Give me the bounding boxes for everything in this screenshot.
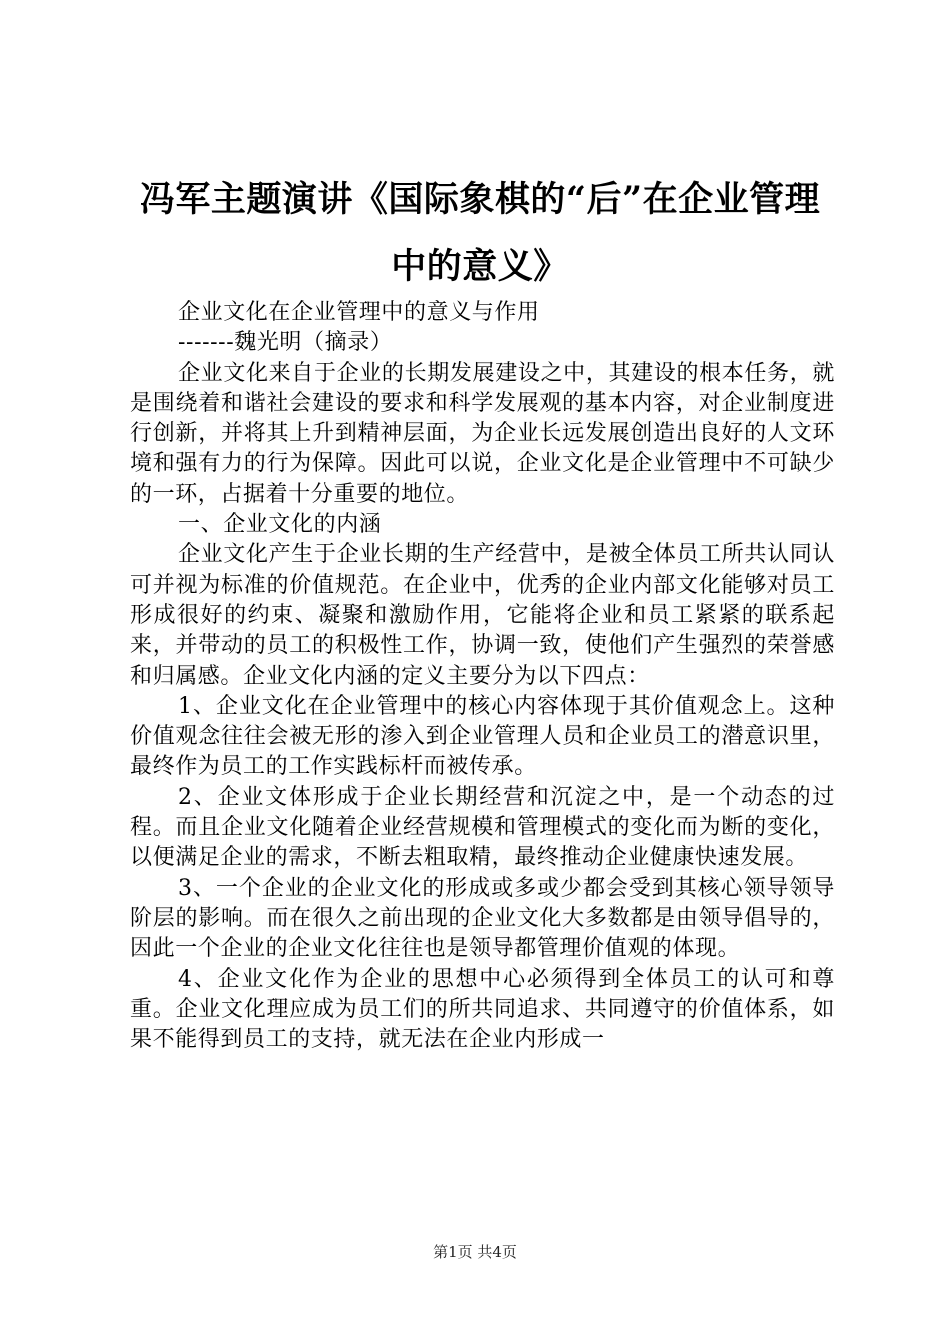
list-item-3: 3、一个企业的企业文化的形成或多或少都会受到其核心领导领导阶层的影响。而在很久之前出现的企业文化大多数都是由领导倡导的，因此一个企业的企业文化往往也是领导都管理价值观的体现。 (130, 875, 835, 962)
list-item-4: 4、企业文化作为企业的思想中心必须得到全体员工的认可和尊重。企业文化理应成为员工们的所共同追求、共同遵守的价值体系，如果不能得到员工的支持，就无法在企业内形成一 (130, 966, 835, 1053)
document-title-line-1: 冯军主题演讲《国际象棋的“后”在企业管理 (139, 179, 821, 220)
subtitle: 企业文化在企业管理中的意义与作用 (178, 300, 540, 325)
document-body (130, 298, 835, 1055)
author-line: -------魏光明（摘录） (178, 330, 393, 356)
list-item-1: 1、企业文化在企业管理中的核心内容体现于其价值观念上。这种价值观念往往会被无形的渗入到企业管理人员和企业员工的潜意识里，最终作为员工的工作实践标杆而被传承。 (130, 693, 835, 780)
page-footer: 第1页 共4页 (433, 1243, 517, 1261)
document-title-line-2: 中的意义》 (391, 246, 569, 287)
section-heading-1: 一、企业文化的内涵 (178, 512, 382, 538)
paragraph-culture-meaning: 企业文化产生于企业长期的生产经营中，是被全体员工所共认同认可并视为标准的价值规范。在企业中，优秀的企业内部文化能够对员工形成很好的约束、凝聚和激励作用，它能将企业和员工紧紧的联系起来，并带动的员工的积极性工作，协调一致，使他们产生强烈的荣誉感和归属感。企业文化内涵的定义主要分为以下四点： (130, 542, 835, 689)
list-item-2: 2、企业文体形成于企业长期经营和沉淀之中，是一个动态的过程。而且企业文化随着企业经营规模和管理模式的变化而为断的变化，以便满足企业的需求，不断去粗取精，最终推动企业健康快速发展。 (130, 784, 835, 871)
paragraph-intro: 企业文化来自于企业的长期发展建设之中，其建设的根本任务，就是围绕着和谐社会建设的要求和科学发展观的基本内容，对企业制度进行创新，并将其上升到精神层面，为企业长远发展创造出良好的人文环境和强有力的行为保障。因此可以说，企业文化是企业管理中不可缺少的一环，占据着十分重要的地位。 (130, 360, 835, 507)
